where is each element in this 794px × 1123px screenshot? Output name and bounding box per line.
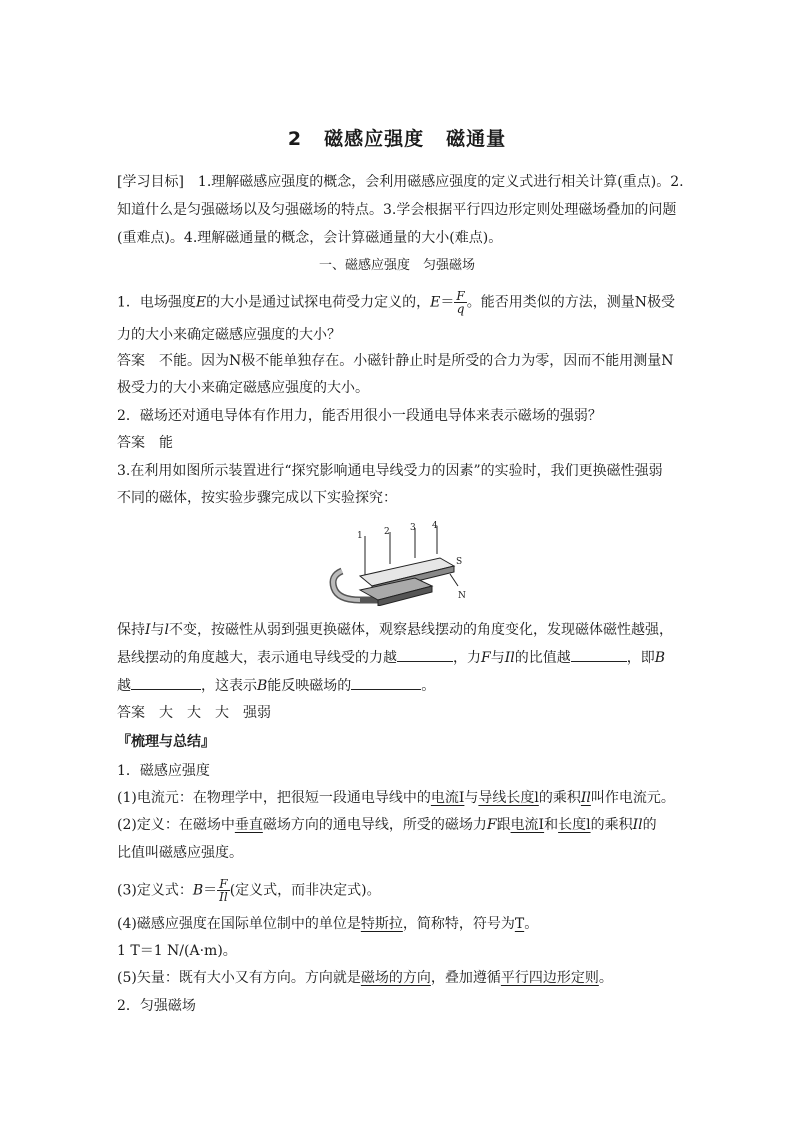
question-3-line-2: 不同的磁体，按实验步骤完成以下实验探究： bbox=[117, 490, 397, 506]
answer-1-line-1: 答案 不能。因为N极不能单独存在。小磁针静止时是所受的合力为零，因而不能用测量N bbox=[117, 353, 674, 369]
figure-label-s: S bbox=[456, 557, 463, 567]
section-title bbox=[0, 124, 794, 151]
fraction-f-over-q: $\frac{F}{q}$ bbox=[456, 289, 465, 316]
question-3-line-1: 3.在利用如图所示装置进行“探究影响通电导线受力的因素”的实验时，我们更换磁性强弱 bbox=[117, 463, 663, 479]
objectives-line-3: (重难点)。4.理解磁通量的概念，会计算磁通量的大小(难点)。 bbox=[117, 230, 503, 246]
question-1-line-2: 力的大小来确定磁感应强度的大小？ bbox=[117, 327, 341, 343]
answer-3: 答案 大 大 大 强弱 bbox=[117, 705, 271, 721]
magnet-apparatus-figure bbox=[320, 516, 480, 606]
question-3-body-line-3: 越 ，这表示B能反映磁场的 。 bbox=[117, 675, 435, 696]
objectives-line-1: [学习目标] 1.理解磁感应强度的概念，会利用磁感应强度的定义式进行相关计算(重点)。2. bbox=[117, 174, 684, 190]
title-number: 2 bbox=[287, 128, 303, 150]
question-3-body-line-1: 保持I与l不变，按磁性从弱到强更换磁体，观察悬线摆动的角度变化，发现磁体磁性越强， bbox=[117, 622, 674, 638]
summary-1-2: (2)定义：在磁场中垂直磁场方向的通电导线，所受的磁场力F跟电流I和长度l的乘积Il的 bbox=[117, 817, 657, 833]
summary-1-2-line-2: 比值叫磁感应强度。 bbox=[117, 845, 243, 861]
summary-1-3: (3)定义式：B＝ $\frac{F}{Il}$ (定义式，而非决定式)。 bbox=[117, 877, 381, 904]
answer-1-line-2: 极受力的大小来确定磁感应强度的大小。 bbox=[117, 380, 369, 396]
answer-blank-1[interactable] bbox=[397, 647, 453, 662]
title-main: 磁感应强度 bbox=[324, 128, 425, 150]
answer-blank-4[interactable] bbox=[351, 675, 421, 690]
objectives-line-2: 知道什么是匀强磁场以及匀强磁场的特点。3.学会根据平行四边形定则处理磁场叠加的问题 bbox=[117, 202, 677, 218]
summary-item-2: 2．匀强磁场 bbox=[117, 998, 196, 1014]
figure-label-3: 3 bbox=[410, 523, 416, 533]
question-3-body-line-2: 悬线摆动的角度越大，表示通电导线受的力越 ，力F与Il的比值越 ，即B bbox=[117, 647, 665, 668]
summary-item-1: 1．磁感应强度 bbox=[117, 763, 210, 779]
summary-1-4: (4)磁感应强度在国际单位制中的单位是特斯拉，简称特，符号为T。 bbox=[117, 916, 539, 932]
question-1: 1．电场强度E的大小是通过试探电荷受力定义的，E＝ $\frac{F}{q}$ 。能否用类似的方法，测量N极受 bbox=[117, 289, 675, 316]
answer-blank-3[interactable] bbox=[131, 675, 201, 690]
summary-unit: 1 T＝1 N/(A·m)。 bbox=[117, 943, 237, 959]
figure-label-4: 4 bbox=[432, 521, 438, 531]
fraction-f-over-il: $\frac{F}{Il}$ bbox=[219, 877, 228, 904]
summary-heading: 『梳理与总结』 bbox=[117, 734, 215, 750]
summary-1-5: (5)矢量：既有大小又有方向。方向就是磁场的方向，叠加遵循平行四边形定则。 bbox=[117, 970, 613, 986]
figure-label-1: 1 bbox=[357, 531, 363, 541]
answer-2: 答案 能 bbox=[117, 435, 173, 451]
question-2: 2．磁场还对通电导体有作用力，能否用很小一段通电导体来表示磁场的强弱？ bbox=[117, 408, 602, 424]
section-heading-1: 一、磁感应强度 匀强磁场 bbox=[318, 258, 475, 273]
summary-1-1: (1)电流元：在物理学中，把很短一段通电导线中的电流I与导线长度l的乘积Il叫作电流元。 bbox=[117, 790, 675, 806]
figure-label-n: N bbox=[458, 591, 466, 601]
figure-label-2: 2 bbox=[384, 527, 390, 537]
answer-blank-2[interactable] bbox=[571, 647, 627, 662]
title-sub: 磁通量 bbox=[446, 128, 507, 150]
